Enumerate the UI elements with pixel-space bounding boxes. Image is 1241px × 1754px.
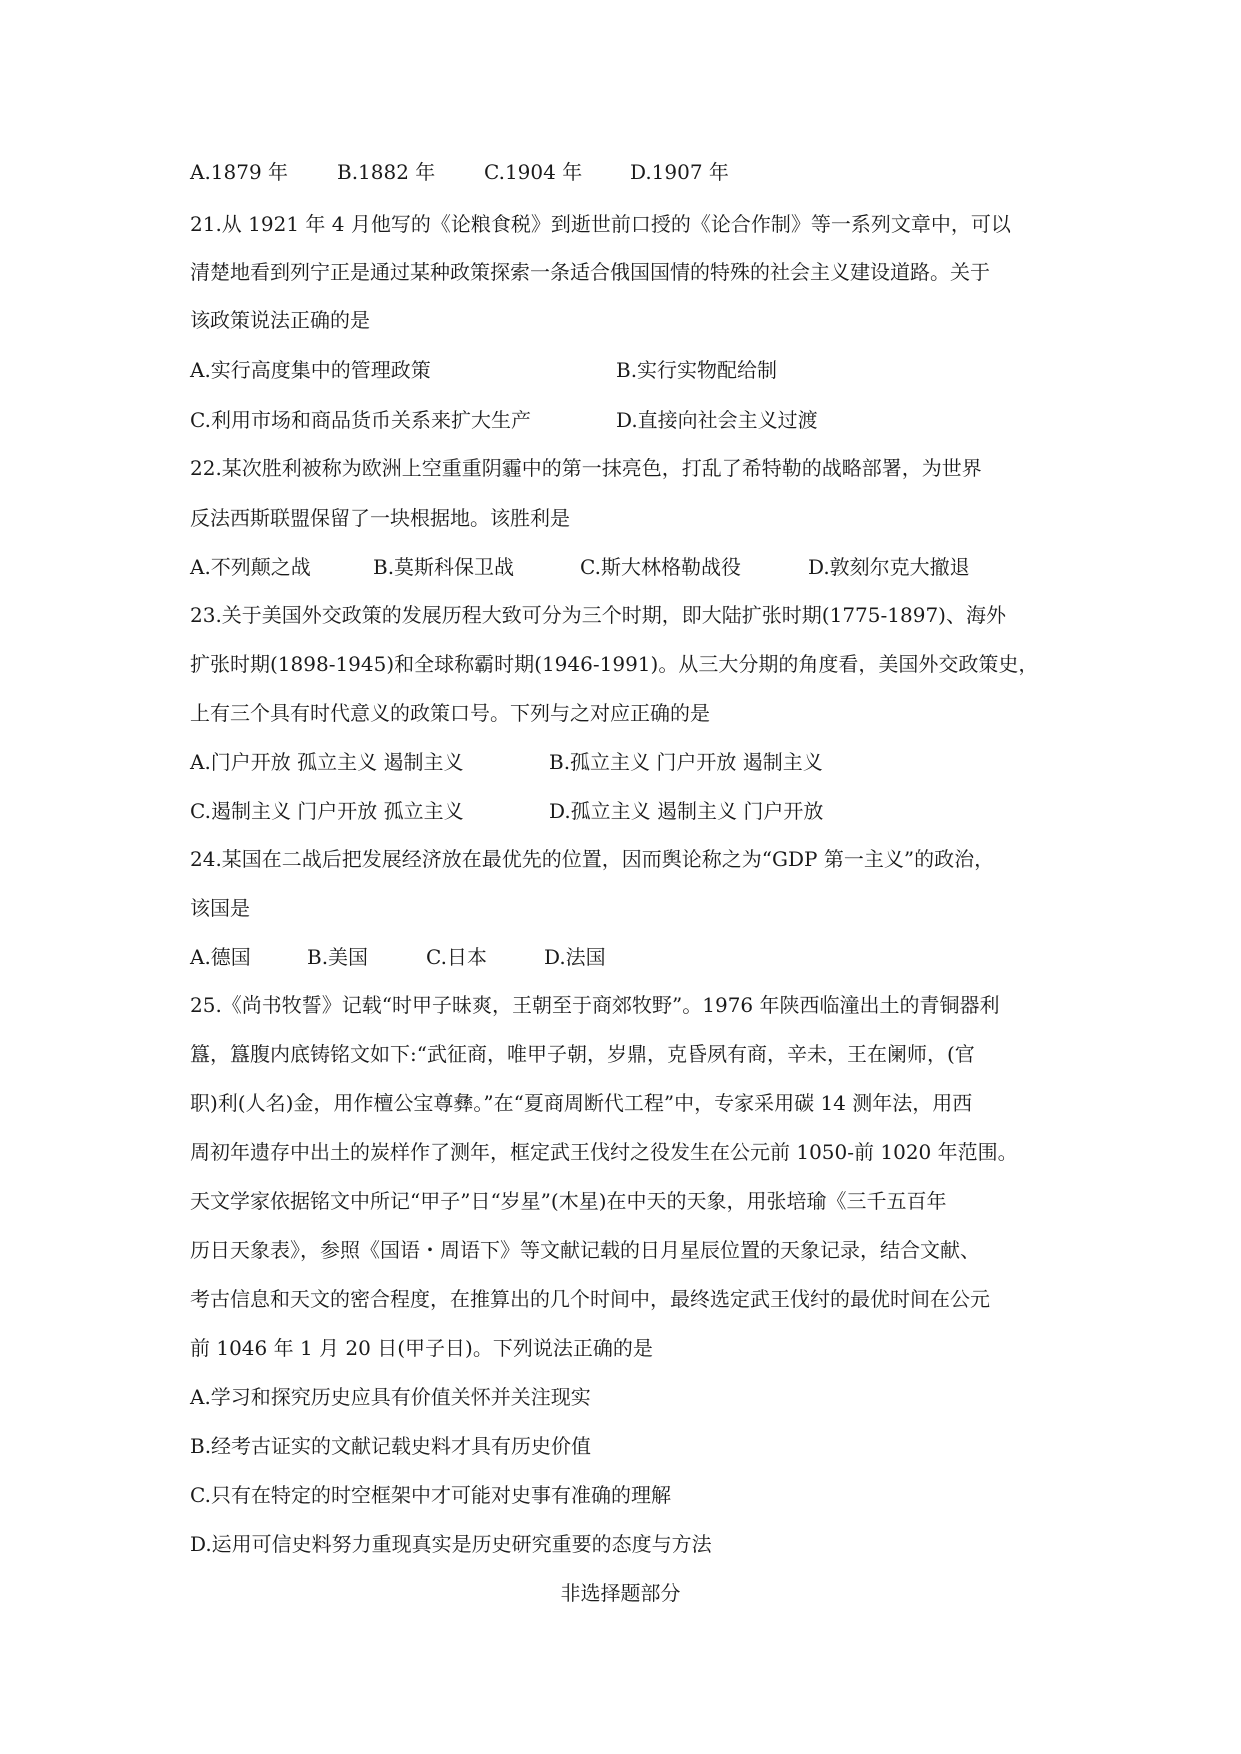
q25-stem-line-3: 职)利(人名)金，用作檀公宝尊彝。”在“夏商周断代工程”中，专家采用碳 14 测年法，用西 [190, 1091, 973, 1115]
q23-option-b: B.孤立主义 门户开放 遏制主义 [549, 750, 823, 774]
q23-option-a: A.门户开放 孤立主义 遏制主义 [190, 750, 464, 774]
q21-option-c: C.利用市场和商品货币关系来扩大生产 [190, 408, 531, 432]
q24-stem-line-1: 24.某国在二战后把发展经济放在最优先的位置，因而舆论称之为“GDP 第一主义”的政治， [190, 847, 995, 871]
q20-option-c: C.1904 年 [484, 160, 583, 184]
q22-stem-line-1: 22.某次胜利被称为欧洲上空重重阴霾中的第一抹亮色，打乱了希特勒的战略部署，为世界 [190, 456, 982, 480]
q22-option-a: A.不列颠之战 [190, 555, 311, 579]
q25-option-b: B.经考古证实的文献记载史料才具有历史价值 [190, 1434, 592, 1458]
q21-stem-line-1: 21.从 1921 年 4 月他写的《论粮食税》到逝世前口授的《论合作制》等一系列文章中，可以 [190, 212, 1011, 236]
q21-option-d: D.直接向社会主义过渡 [616, 408, 818, 432]
q23-stem-line-3: 上有三个具有时代意义的政策口号。下列与之对应正确的是 [190, 701, 710, 725]
q20-option-d: D.1907 年 [630, 160, 729, 184]
q20-option-b: B.1882 年 [337, 160, 436, 184]
q25-option-c: C.只有在特定的时空框架中才可能对史事有准确的理解 [190, 1483, 671, 1507]
q22-stem-line-2: 反法西斯联盟保留了一块根据地。该胜利是 [190, 506, 570, 530]
section-title-non-choice: 非选择题部分 [560, 1581, 681, 1605]
q23-option-c: C.遏制主义 门户开放 孤立主义 [190, 799, 464, 823]
q23-stem-line-1: 23.关于美国外交政策的发展历程大致可分为三个时期，即大陆扩张时期(1775-1897)、海外 [190, 603, 1006, 627]
q24-option-d: D.法国 [544, 945, 606, 969]
q25-stem-line-2: 簋，簋腹内底铸铭文如下:“武征商，唯甲子朝，岁鼎，克昏夙有商，辛未，王在阑师，(官 [190, 1042, 975, 1066]
q21-option-a: A.实行高度集中的管理政策 [190, 358, 431, 382]
q25-stem-line-5: 天文学家依据铭文中所记“甲子”日“岁星”(木星)在中天的天象，用张培瑜《三千五百年 [190, 1189, 947, 1213]
q25-stem-line-8: 前 1046 年 1 月 20 日(甲子日)。下列说法正确的是 [190, 1336, 653, 1360]
q22-option-b: B.莫斯科保卫战 [373, 555, 515, 579]
q25-stem-line-7: 考古信息和天文的密合程度，在推算出的几个时间中，最终选定武王伐纣的最优时间在公元 [190, 1287, 990, 1311]
q25-option-a: A.学习和探究历史应具有价值关怀并关注现实 [190, 1385, 591, 1409]
q21-stem-line-2: 清楚地看到列宁正是通过某种政策探索一条适合俄国国情的特殊的社会主义建设道路。关于 [190, 260, 990, 284]
q21-option-b: B.实行实物配给制 [616, 358, 778, 382]
q24-option-a: A.德国 [190, 945, 251, 969]
q20-option-a: A.1879 年 [190, 160, 289, 184]
q22-option-d: D.敦刻尔克大撤退 [808, 555, 970, 579]
q21-stem-line-3: 该政策说法正确的是 [190, 308, 370, 332]
q25-option-d: D.运用可信史料努力重现真实是历史研究重要的态度与方法 [190, 1532, 712, 1556]
q25-stem-line-6: 历日天象表》，参照《国语・周语下》等文献记载的日月星辰位置的天象记录，结合文献、 [190, 1238, 980, 1262]
q24-stem-line-2: 该国是 [190, 896, 250, 920]
q23-stem-line-2: 扩张时期(1898-1945)和全球称霸时期(1946-1991)。从三大分期的角度看，美国外交政策史， [190, 652, 1039, 676]
q25-stem-line-1: 25.《尚书牧誓》记载“时甲子昧爽，王朝至于商郊牧野”。1976 年陕西临潼出土的青铜器利 [190, 993, 1000, 1017]
q23-option-d: D.孤立主义 遏制主义 门户开放 [549, 799, 824, 823]
q25-stem-line-4: 周初年遗存中出土的炭样作了测年，框定武王伐纣之役发生在公元前 1050-前 1020 年范围。 [190, 1140, 1018, 1164]
q24-option-b: B.美国 [307, 945, 369, 969]
q22-option-c: C.斯大林格勒战役 [580, 555, 741, 579]
q24-option-c: C.日本 [426, 945, 487, 969]
